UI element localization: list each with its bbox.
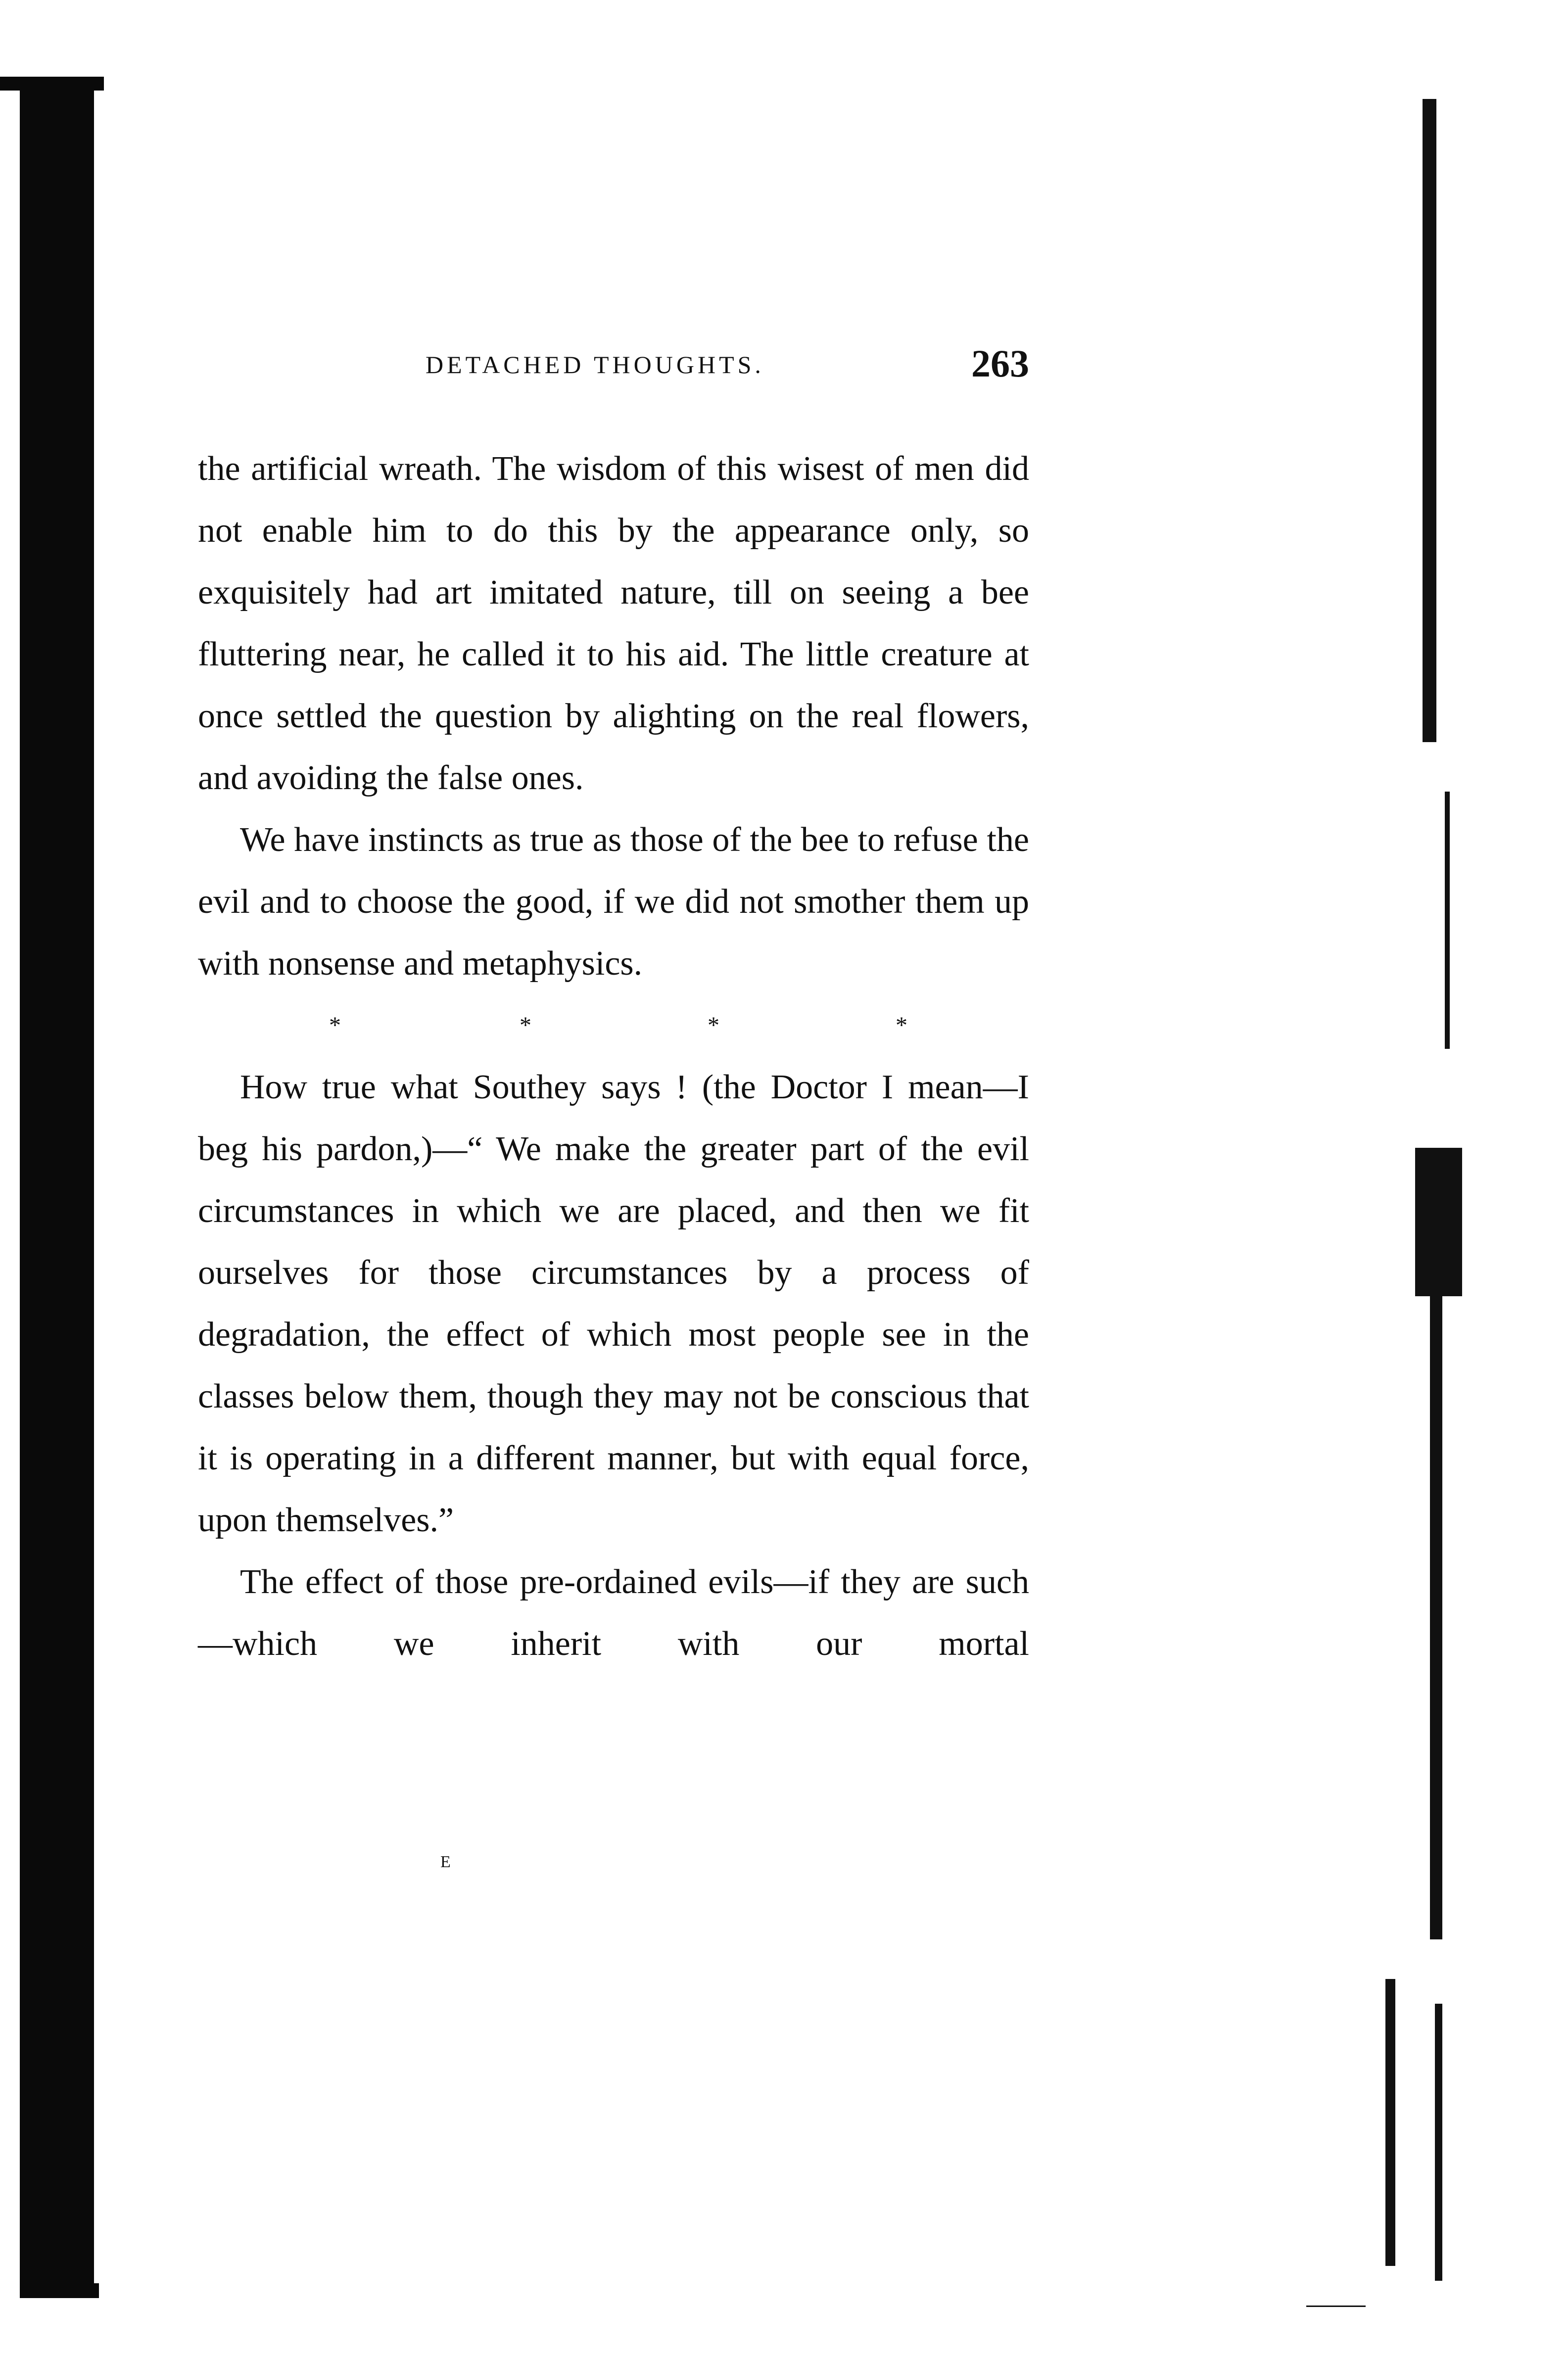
asterisk: * (708, 1012, 719, 1038)
paragraph: How true what Southey says ! (the Doctor I mean—I beg his pardon,)—“ We make the greater part of the evil circumstances in which we are placed, and then we fit ourselves for those circumstances by a process of degradation, the effect of which most people see in the classes below them, though they may not be conscious that it is operating in a different manner, but with equal force, upon themselves.” (198, 1068, 1029, 1539)
binding-edge (20, 82, 94, 2298)
paragraph: We have instincts as true as those of the bee to refuse the evil and to choose the good, if we did not smother them up with nonsense and metaphysics. (198, 821, 1029, 983)
paragraph: the artificial wreath. The wisdom of this wisest of men did not enable him to do this by the appearance only, so exquisitely had art imitated nature, till on seeing a bee fluttering near, he called it to his aid. The little creature at once settled the question by alighting on the real flowers, and avoiding the false ones. (198, 450, 1029, 797)
page-edge-shadow (1415, 1148, 1462, 1296)
asterisk: * (329, 1012, 341, 1038)
page-edge-shadow (1306, 2306, 1366, 2307)
page-edge-shadow (1423, 99, 1436, 742)
asterisk: * (896, 1012, 907, 1038)
running-head (198, 341, 1029, 386)
page-edge-shadow (1430, 1296, 1442, 1939)
page-edge-shadow (1445, 792, 1450, 1049)
running-title: DETACHED THOUGHTS. (426, 351, 764, 378)
binding-edge-bottom (49, 2283, 99, 2298)
paragraph: The effect of those pre-ordained evils—if they are such—which we inherit with our mortal (198, 1563, 1029, 1663)
asterisk: * (520, 1012, 531, 1038)
page-edge-shadow (1385, 1979, 1395, 2266)
page-number: 263 (971, 342, 1029, 385)
section-separator (198, 994, 1029, 1056)
page-body (198, 438, 1029, 1675)
signature-mark: E (440, 1853, 451, 1871)
page-edge-shadow (1435, 2004, 1442, 2281)
